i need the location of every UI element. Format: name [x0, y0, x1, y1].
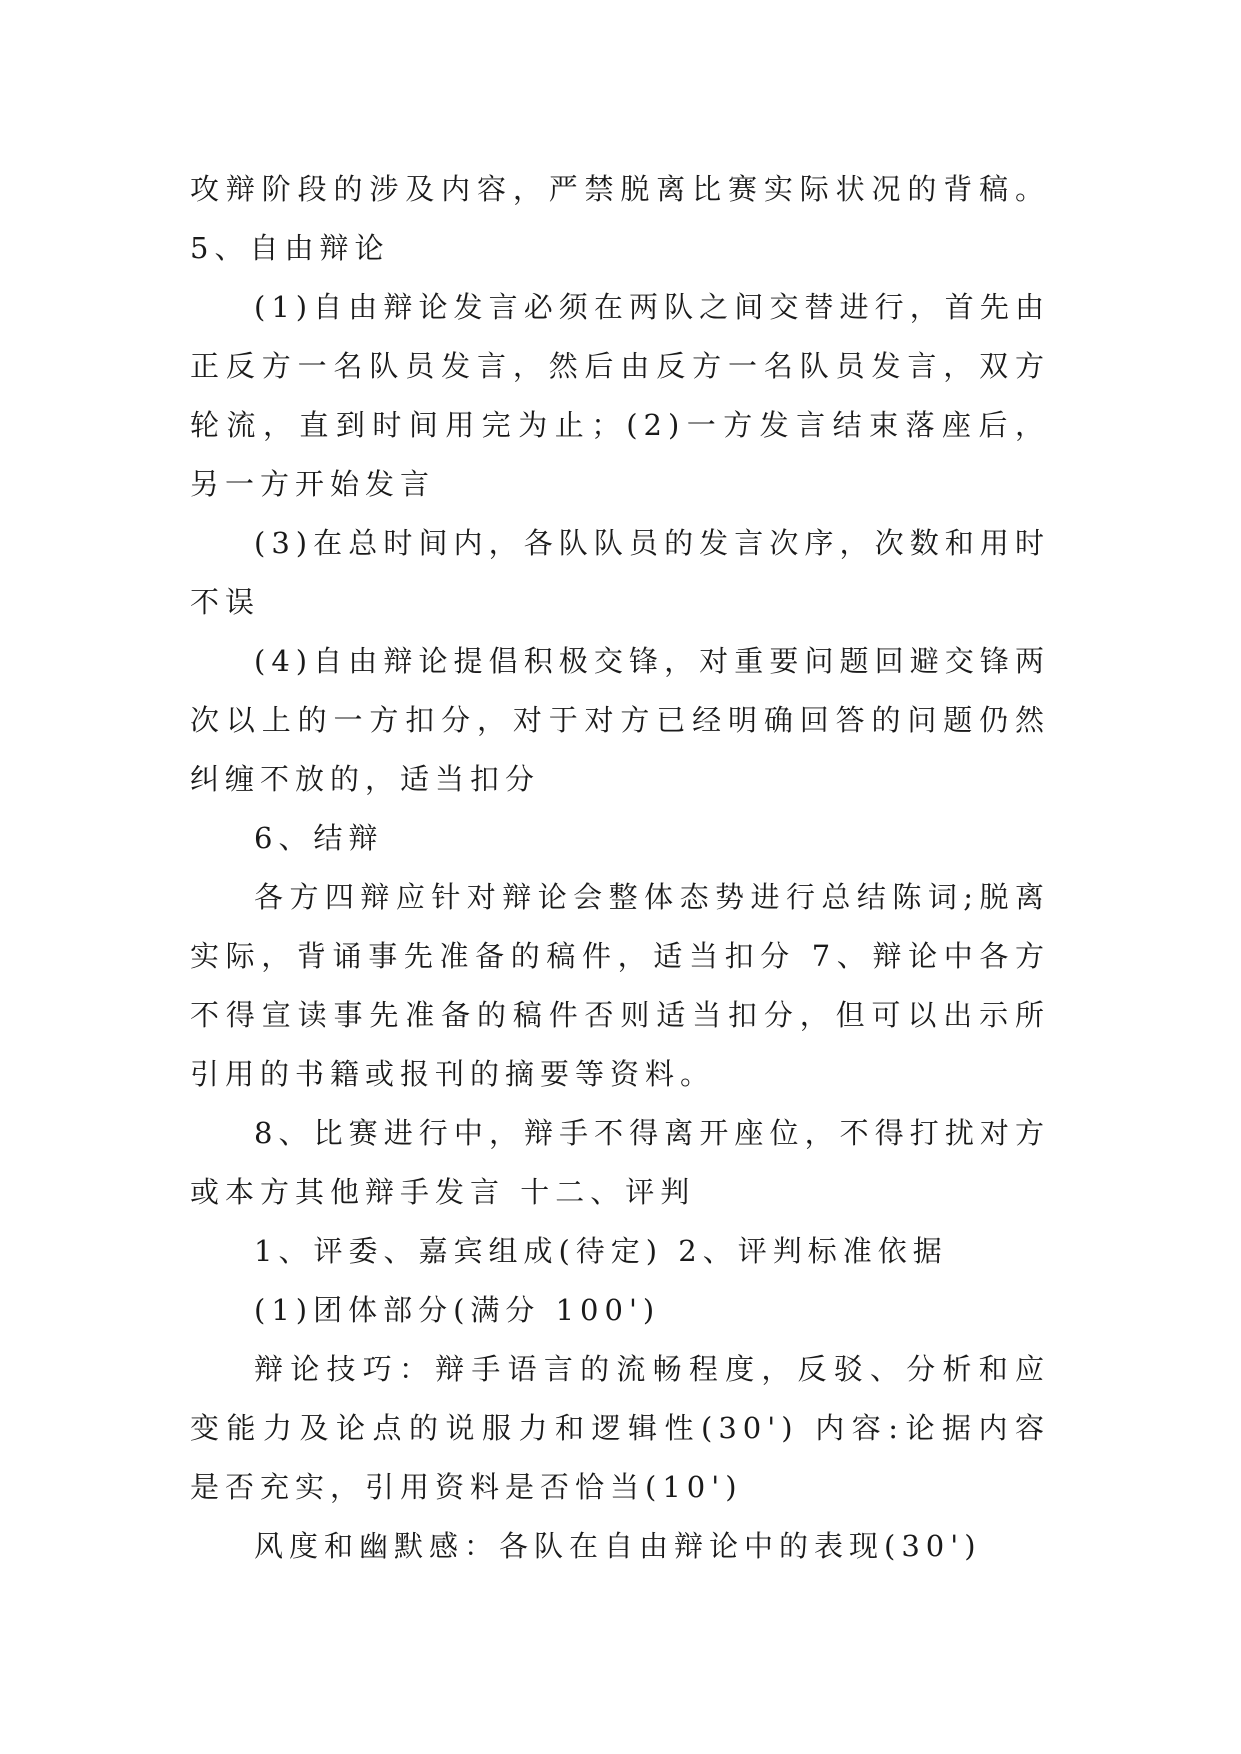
paragraph-4: (4)自由辩论提倡积极交锋，对重要问题回避交锋两次以上的一方扣分，对于对方已经明确回答的问题仍然纠缠不放的，适当扣分 [190, 644, 1050, 796]
paragraph-9: (1)团体部分(满分 100') [254, 1293, 661, 1327]
paragraph-1: 攻辩阶段的涉及内容，严禁脱离比赛实际状况的背稿。 5、自由辩论 [190, 172, 1050, 265]
paragraph-11: 风度和幽默感：各队在自由辩论中的表现(30') [254, 1529, 982, 1563]
paragraph-6: 各方四辩应针对辩论会整体态势进行总结陈词;脱离实际，背诵事先准备的稿件，适当扣分 7、辩论中各方不得宣读事先准备的稿件否则适当扣分，但可以出示所引用的书籍或报刊的摘要等资料。 [190, 880, 1050, 1091]
document-body [190, 160, 1050, 1576]
paragraph-8: 1、评委、嘉宾组成(待定) 2、评判标准依据 [254, 1234, 948, 1268]
paragraph-2: (1)自由辩论发言必须在两队之间交替进行，首先由正反方一名队员发言，然后由反方一名队员发言，双方轮流，直到时间用完为止；(2)一方发言结束落座后，另一方开始发言 [190, 290, 1050, 501]
paragraph-3: (3)在总时间内，各队队员的发言次序，次数和用时不误 [190, 526, 1050, 619]
paragraph-7: 8、比赛进行中，辩手不得离开座位，不得打扰对方或本方其他辩手发言 十二、评判 [190, 1116, 1050, 1209]
paragraph-5: 6、结辩 [254, 821, 384, 855]
paragraph-10: 辩论技巧：辩手语言的流畅程度，反驳、分析和应变能力及论点的说服力和逻辑性(30') 内容:论据内容是否充实，引用资料是否恰当(10') [190, 1352, 1050, 1504]
